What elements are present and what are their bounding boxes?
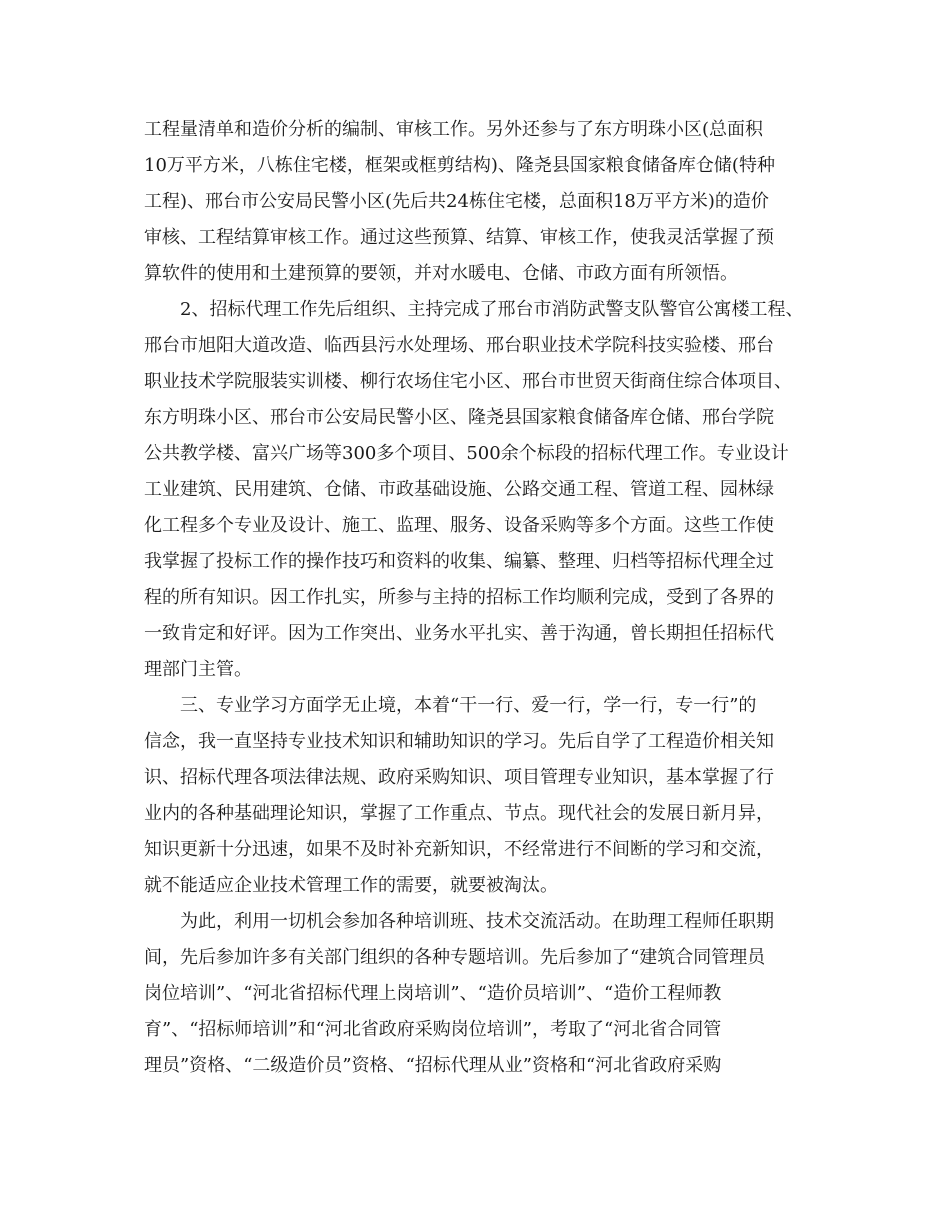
text-line: 就不能适应企业技术管理工作的需要，就要被淘汰。 [144, 875, 558, 896]
text-line: 理部门主管。 [144, 659, 252, 680]
text-line: 审核、工程结算审核工作。通过这些预算、结算、审核工作，使我灵活掌握了预 [144, 227, 774, 248]
text-line: 间，先后参加许多有关部门组织的各种专题培训。先后参加了“建筑合同管理员 [144, 947, 766, 968]
text-line: 算软件的使用和土建预算的要领，并对水暖电、仓储、市政方面有所领悟。 [144, 263, 738, 284]
paragraph-start-line: 为此，利用一切机会参加各种培训班、技术交流活动。在助理工程师任职期 [180, 911, 774, 932]
text-line: 信念，我一直坚持专业技术知识和辅助知识的学习。先后自学了工程造价相关知 [144, 731, 774, 752]
text-line: 一致肯定和好评。因为工作突出、业务水平扎实、善于沟通，曾长期担任招标代 [144, 623, 774, 644]
text-line: 业内的各种基础理论知识，掌握了工作重点、节点。现代社会的发展日新月异， [144, 803, 774, 824]
text-line: 知识更新十分迅速，如果不及时补充新知识，不经常进行不间断的学习和交流， [144, 839, 774, 860]
text-line: 育”、“招标师培训”和“河北省政府采购岗位培训”，考取了“河北省合同管 [144, 1019, 722, 1040]
paragraph-start-line: 2、招标代理工作先后组织、主持完成了邢台市消防武警支队警官公寓楼工程、 [180, 299, 804, 320]
text-line: 理员”资格、“二级造价员”资格、“招标代理从业”资格和“河北省政府采购 [144, 1055, 722, 1076]
text-line: 工程量清单和造价分析的编制、审核工作。另外还参与了东方明珠小区(总面积 [144, 119, 764, 140]
text-line: 岗位培训”、“河北省招标代理上岗培训”、“造价员培训”、“造价工程师教 [144, 983, 722, 1004]
text-line: 10万平方米，八栋住宅楼，框架或框剪结构)、隆尧县国家粮食储备库仓储(特种 [144, 155, 775, 176]
paragraph-start-line: 三、专业学习方面学无止境，本着“干一行、爱一行，学一行，专一行”的 [180, 695, 757, 716]
text-line: 工程)、邢台市公安局民警小区(先后共24栋住宅楼，总面积18万平方米)的造价 [144, 191, 769, 212]
text-line: 职业技术学院服装实训楼、柳行农场住宅小区、邢台市世贸天街商住综合体项目、 [144, 371, 792, 392]
text-line: 程的所有知识。因工作扎实，所参与主持的招标工作均顺利完成，受到了各界的 [144, 587, 774, 608]
text-line: 化工程多个专业及设计、施工、监理、服务、设备采购等多个方面。这些工作使 [144, 515, 774, 536]
text-line: 识、招标代理各项法律法规、政府采购知识、项目管理专业知识，基本掌握了行 [144, 767, 774, 788]
text-line: 邢台市旭阳大道改造、临西县污水处理场、邢台职业技术学院科技实验楼、邢台 [144, 335, 774, 356]
document-body [144, 112, 824, 1084]
text-line: 公共教学楼、富兴广场等300多个项目、500余个标段的招标代理工作。专业设计 [144, 443, 789, 464]
text-line: 工业建筑、民用建筑、仓储、市政基础设施、公路交通工程、管道工程、园林绿 [144, 479, 774, 500]
text-line: 东方明珠小区、邢台市公安局民警小区、隆尧县国家粮食储备库仓储、邢台学院 [144, 407, 774, 428]
text-line: 我掌握了投标工作的操作技巧和资料的收集、编纂、整理、归档等招标代理全过 [144, 551, 774, 572]
